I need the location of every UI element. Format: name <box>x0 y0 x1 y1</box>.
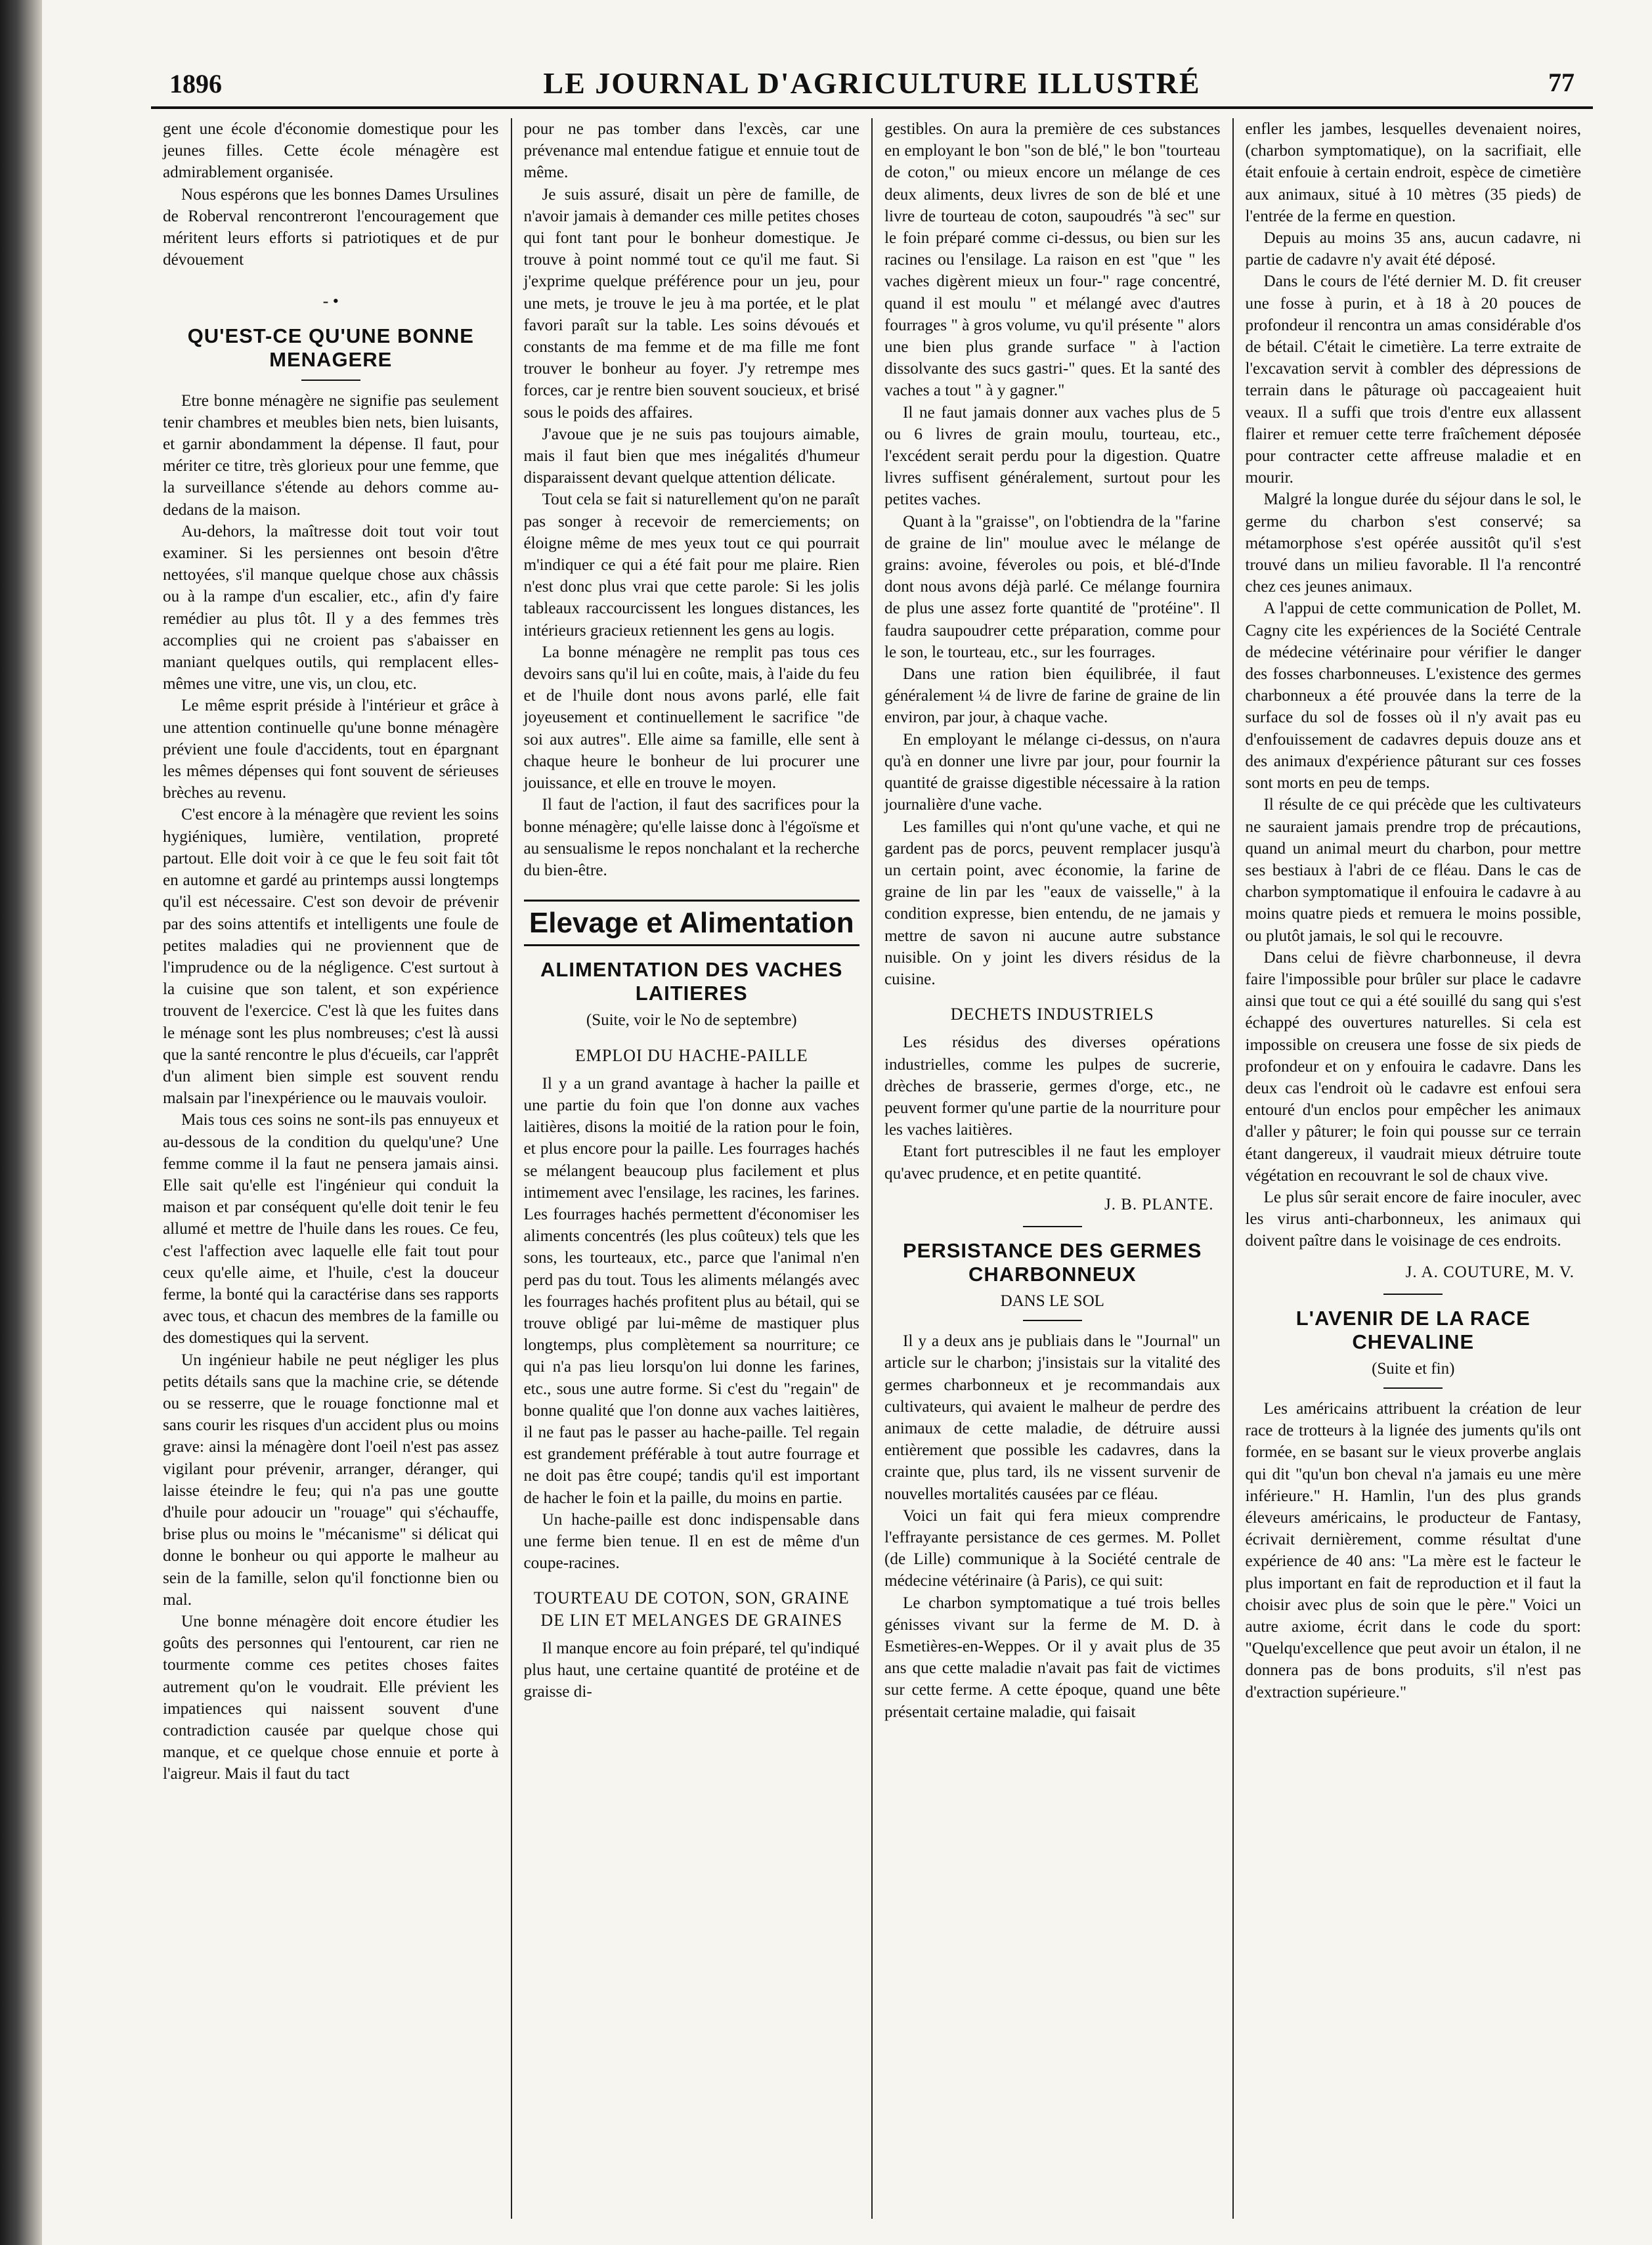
column-2 <box>512 118 873 2219</box>
divider <box>1383 1387 1443 1389</box>
article-heading: QU'EST-CE QU'UNE BONNE MENAGERE <box>187 324 474 371</box>
paragraph: Tout cela se fait si naturellement qu'on ne paraît pas songer à recevoir de remerciements; on éloigne même de mes yeux tout ce qui pourrait m'indiquer ce qui a été fait pour me plaire. Rien n'est donc plus vrai que cette parole: Si les jolis tableaux raccourcissent les longues distances, les intérieurs gracieux retiennent les gens au logis. <box>523 490 859 640</box>
subsection-heading: EMPLOI DU HACHE-PAILLE <box>575 1045 808 1065</box>
paragraph: Il manque encore au foin préparé, tel qu'indiqué plus haut, une certaine quantité de protéine et de graisse di- <box>523 1639 859 1701</box>
paragraph: Nous espérons que les bonnes Dames Ursulines de Roberval rencontreront l'encouragement que méritent leurs efforts si patriotiques et de pur dévouement <box>163 185 499 269</box>
paragraph: Il y a deux ans je publiais dans le "Journal" un article sur le charbon; j'insistais sur la vitalité des germes charbonneux et je recommandais aux cultivateurs, qui avaient le malheur de perdre des animaux de cette maladie, de détruire aussi entièrement que possible les cadavres, dans la crainte que, plus tard, ils ne vissent survenir de nouvelles mortalités causées par ce fléau. <box>884 1332 1221 1503</box>
paragraph: Voici un fait qui fera mieux comprendre l'effrayante persistance de ces germes. M. Pollet (de Lille) communique à la Société centrale de médecine vétérinaire (à Paris), ce qui suit: <box>884 1506 1221 1590</box>
paragraph: Les résidus des diverses opérations industrielles, comme les pulpes de sucrerie, drèches de brasserie, germes d'orge, etc., ne peuvent former qu'une partie de la nourriture pour les vaches laitières. <box>884 1034 1221 1139</box>
author-signature: J. A. COUTURE, M. V. <box>1405 1263 1575 1281</box>
paragraph: Un ingénieur habile ne peut négliger les plus petits détails sans que la machine crie, se détende ou se resserre, que le rouage fonctionne mal et sans courir les risques d'un accident plus ou moins grave: ainsi la ménagère dont l'oeil n'est pas assez vigilant pour prévenir, arranger, déranger, qui laisse éteindre le feu; qui n'a pas une goutte d'huile pour adoucir un "rouage" qui s'échauffe, brise plus ou moins le "mécanisme" si délicat qui donne le bonheur ou qui apporte le malheur au sein de la famille, selon qu'il fonctionne bien ou mal. <box>163 1351 499 1609</box>
paragraph: La bonne ménagère ne remplit pas tous ces devoirs sans qu'il lui en coûte, mais, à l'aide du feu et de l'huile dont nous avons parlé, elle fait joyeusement et continuellement le sacrifice "de soi aux autres". Elle aime sa famille, elle sent à chaque heure le bonheur de lui procurer une jouissance, et elle en trouve le moyen. <box>523 643 859 793</box>
paragraph: Etre bonne ménagère ne signifie pas seulement tenir chambres et meubles bien nets, bien luisants, et garnir abondamment la dépense. Il faut, pour mériter ce titre, très glorieux pour une femme, que la surveillance s'étende au dehors comme au-dedans de la maison. <box>163 391 499 519</box>
article-heading: PERSISTANCE DES GERMES CHARBONNEUX <box>902 1238 1202 1286</box>
paragraph: En employant le mélange ci-dessus, on n'aura qu'à en donner une livre par jour, pour fournir la quantité de graisse digestible nécessaire à la ration journalière d'une vache. <box>884 730 1221 814</box>
paragraph: Dans le cours de l'été dernier M. D. fit creuser une fosse à purin, et à 18 à 20 pouces de profondeur il rencontra un amas considérable d'os de bétail. C'était le cimetière. La terre extraite de l'excavation servit à combler des dépressions de terrain dans le pâturage où paccageaient huit veaux. Il a suffi que trois d'entre eux allassent flairer et remuer cette terre fraîchement déposée pour contracter cette affreuse maladie et en mourir. <box>1245 272 1581 487</box>
paragraph: Au-dehors, la maîtresse doit tout voir tout examiner. Si les persiennes ont besoin d'être nettoyées, s'il manque quelque chose aux châssis ou à la rampe d'un escalier, etc., afin d'y faire remédier au plus tôt. Il y a des femmes très accomplies qui ne croient pas s'abaisser en maniant quelques outils, qui remplacent elles-mêmes une vitre, une vis, un clou, etc. <box>163 522 499 693</box>
paragraph: Le plus sûr serait encore de faire inoculer, avec les virus anti-charbonneux, les animaux qui doivent paître dans le voisinage de ces endroits. <box>1245 1188 1581 1250</box>
paragraph: Dans celui de fièvre charbonneuse, il devra faire l'impossible pour brûler sur place le cadavre ainsi que tout ce qui a été souillé du sang qui s'est échappé des ouvertures naturelles. Si cela est impossible on creusera une fosse de six pieds de profondeur et on y enfouira le cadavre. Dans les deux cas l'endroit où le cadavre est enfoui sera entouré d'un enclos pour empêcher les animaux d'aller y pâturer; le foin qui pousse sur ce terrain étant dangereux, il vaudrait mieux détruire toute végétation en recouvrant le sol de chaux vive. <box>1245 948 1581 1185</box>
paragraph: pour ne pas tomber dans l'excès, car une prévenance mal entendue fatigue et ennuie tout de même. <box>523 120 859 182</box>
paragraph: Quant à la "graisse", on l'obtiendra de la "farine de graine de lin" moulue avec le mélange de grains: avoine, féveroles ou pois, et blé-d'Inde dont nous avons déjà parlé. Ce mélange fournira de plus une assez forte quantité de "protéine". Il faudra saupoudrer cette préparation, comme pour le son, le tourteau, etc., sur les fourrages. <box>884 512 1221 661</box>
paragraph: Mais tous ces soins ne sont-ils pas ennuyeux et au-dessous de la condition du quelqu'une? Une femme comme il la faut ne pensera jamais ainsi. Elle sait qu'elle est l'ingénieur qui conduit la maison et par conséquent qu'elle doit tenir le feu allumé et mettre de l'huile dans les roues. Ce feu, c'est l'affection avec laquelle elle fait tout pour ceux qu'elle aime, et l'huile, c'est la douceur ferme, la bonté qui la caractérise dans ses rapports avec tous, et chacun des membres de la famille ou des domestiques qui la servent. <box>163 1111 499 1347</box>
paragraph: Les américains attribuent la création de leur race de trotteurs à la lignée des juments qu'ils ont formée, en se basant sur le vieux proverbe anglais qui dit "qu'un bon cheval n'a jamais eu une mère inférieure." H. Hamlin, l'un des plus grands éleveurs américains, le producteur de Fantasy, écrivait dernièrement, comme résultat d'une expérience de 40 ans: "La mère est le facteur le plus important en fait de reproduction et il faut la choisir avec plus de soin que le père." Voici un autre axiome, écrit dans le code du sport: "Quelqu'excellence que peut avoir un étalon, il ne donnera pas de bons produits, s'il n'est pas d'extraction supérieure." <box>1245 1399 1581 1701</box>
paragraph: Il y a un grand avantage à hacher la paille et une partie du foin que l'on donne aux vaches laitières, disons la moitié de la ration pour le foin, et plus encore pour la paille. Les fourrages hachés se mélangent beaucoup plus facilement et plus intimement avec l'ensilage, les racines, les farines. Les fourrages hachés permettent d'économiser les aliments concentrés (les plus coûteux) tels que les sons, les tourteaux, etc., parce que l'animal n'en perd pas du tout. Tous les aliments mélangés avec les fourrages hachés profitent plus au bétail, qui se trouve obligé par lui-même de mastiquer plus longtemps, plus complètement sa nourriture; ce qui n'a pas lieu lorsqu'on lui donne les farines, etc., sous une autre forme. Si c'est du "regain" de bonne qualité que l'on donne aux vaches laitières, il ne faut pas le passer au hache-paille. Tel regain est grandement préférable à tout autre fourrage et ne doit pas être coupé; tandis qu'il est important de hacher le foin et la paille, du moins en partie. <box>523 1074 859 1507</box>
article-subtitle: (Suite et fin) <box>1372 1359 1455 1378</box>
paragraph: A l'appui de cette communication de Pollet, M. Cagny cite les expériences de la Société Centrale de médecine vétérinaire pour vérifier le danger des fosses charbonneuses. L'existence des germes charbonneux a été prouvée dans la terre de la surface du sol de fosses où il n'y avait pas eu d'enfouissement de cadavres depuis douze ans et des animaux d'expérience pâturant sur ces fosses sont morts en peu de temps. <box>1245 599 1581 793</box>
divider <box>1383 1294 1443 1295</box>
column-1 <box>151 118 512 2219</box>
subsection-heading: TOURTEAU DE COTON, SON, GRAINE DE LIN ET MELANGES DE GRAINES <box>533 1588 850 1630</box>
header-year: 1896 <box>169 69 222 98</box>
ornament: - • <box>322 292 339 311</box>
paragraph: J'avoue que je ne suis pas toujours aimable, mais il faut bien que mes inégalités d'humeur disparaissent devant quelque attention délicate. <box>523 425 859 487</box>
paragraph: Une bonne ménagère doit encore étudier les goûts des personnes qui l'entourent, car rien ne tourmente comme ces petites choses faites autrement qu'on le voudrait. Elle prévient les impatiences qui naissent souvent d'une contradiction causée par quelque chose qui manque, et ce quelque chose ennuie et porte à l'aigreur. Mais il faut du tact <box>163 1613 499 1783</box>
paragraph: Il faut de l'action, il faut des sacrifices pour la bonne ménagère; qu'elle laisse donc à l'égoïsme et au sensualisme le repos nonchalant et la recherche du bien-être. <box>523 796 859 879</box>
article-heading: L'AVENIR DE LA RACE CHEVALINE <box>1295 1306 1531 1353</box>
paragraph: Etant fort putrescibles il ne faut les employer qu'avec prudence, et en petite quantité. <box>884 1143 1221 1183</box>
column-4 <box>1234 118 1594 2219</box>
paragraph: Je suis assuré, disait un père de famille, de n'avoir jamais à demander ces mille petites choses qui font tant pour le bonheur domestique. Je trouve à point nommé tout ce qu'il me faut. Si j'exprime quelque préférence pour un jeu, pour une mets, je trouve le jeu à ma portée, et le plat favori paraît sur la table. Les soins dévoués et constants de ma femme et de ma fille me font trouver le bonheur au foyer. J'y retrempe mes forces, car je rentre bien souvent soucieux, et brisé sous le poids des affaires. <box>523 185 859 422</box>
article-subtitle: (Suite, voir le No de septembre) <box>586 1011 797 1030</box>
paragraph: Le même esprit préside à l'intérieur et grâce à une attention continuelle qu'une bonne ménagère prévient une foule d'accidents, tout en épargnant les mêmes dépenses qui font souvent de sérieuses brèches au revenu. <box>163 697 499 802</box>
paragraph: C'est encore à la ménagère que revient les soins hygiéniques, lumière, ventilation, propreté partout. Elle doit voir à ce que le feu soit fait tôt en automne et gardé au printemps aussi longtemps qu'il est nécessaire. C'est son devoir de prévenir par des soins attentifs et intelligents une foule de petites maladies qui ne proviennent que de l'imprudence ou de la négligence. C'est surtout à la cuisine que son talent, et son expérience trouvent de l'exercice. C'est là que les fuites dans le ménage sont les plus nombreuses; c'est là aussi que la santé rencontre le plus d'écueils, car l'apprêt d'un aliment bien simple est souvent rendu malsain par l'inexpérience ou le mauvais vouloir. <box>163 806 499 1108</box>
column-3 <box>873 118 1234 2219</box>
paragraph: Depuis au moins 35 ans, aucun cadavre, ni partie de cadavre n'y avait été déposé. <box>1245 229 1581 269</box>
paragraph: enfler les jambes, lesquelles devenaient noires, (charbon symptomatique), on la sacrifiait, elle était enfouie à certain endroit, espèce de cimetière aux animaux, situé à 10 mètres (35 pieds) de l'entrée de la ferme en question. <box>1245 120 1581 225</box>
journal-title: LE JOURNAL D'AGRICULTURE ILLUSTRÉ <box>543 66 1201 100</box>
page-binding-edge <box>0 0 42 2245</box>
paragraph: Les familles qui n'ont qu'une vache, et qui ne gardent pas de porcs, peuvent remplacer jusqu'à un certain point, avec économie, la farine de graine de lin par les "eaux de vaisselle," à la condition expresse, bien entendu, de ne jamais y mettre de savon ni aucune autre substance nuisible. On y joint les divers résidus de la cuisine. <box>884 817 1221 988</box>
paragraph: gent une école d'économie domestique pour les jeunes filles. Cette école ménagère est admirablement organisée. <box>163 120 499 182</box>
article-heading: ALIMENTATION DES VACHES LAITIERES <box>540 958 843 1005</box>
section-title: Elevage et Alimentation <box>524 900 860 946</box>
paragraph: Il résulte de ce qui précède que les cultivateurs ne sauraient jamais prendre trop de précautions, quand un animal meurt du charbon, pour mettre ses bestiaux à l'abri de ce fléau. Dans le cas de charbon symptomatique il enfouira le cadavre à au moins quatre pieds et remuera le moins possible, ou plutôt jamais, le sol qui le recouvre. <box>1245 796 1581 945</box>
page-header <box>151 60 1593 109</box>
paragraph: gestibles. On aura la première de ces substances en employant le bon "son de blé," le bon "tourteau de coton," ou mieux encore un mélange de ces deux aliments, deux livres de son de blé et une livre de tourteau de coton, saupoudrés "à sec" sur le foin préparé comme ci-dessus, ou bien sur les racines ou l'ensilage. La raison en est "que " les vaches digèrent mieux un four-" rage concentré, quand il est moulu " et mélangé avec d'autres fourrages " à gros volume, vu qu'il présente " alors une bien plus grande surface " à l'action dissolvante des sucs gastri-" ques. Et la santé des vaches a tout " à y gagner." <box>884 120 1221 400</box>
article-columns <box>151 118 1593 2219</box>
divider <box>1023 1226 1082 1227</box>
paragraph: Malgré la longue durée du séjour dans le sol, le germe du charbon s'est conservé; sa métamorphose s'est opérée aussitôt qu'il s'est trouvé dans un milieu favorable. Il l'a rencontré chez ces jeunes animaux. <box>1245 490 1581 596</box>
paragraph: Dans une ration bien équilibrée, il faut généralement ¼ de livre de farine de graine de lin environ, par jour, à chaque vache. <box>884 665 1221 727</box>
divider <box>301 380 360 381</box>
divider <box>1023 1320 1082 1321</box>
paragraph: Il ne faut jamais donner aux vaches plus de 5 ou 6 livres de grain moulu, tourteau, etc., l'excédent serait perdu pour la digestion. Quatre livres suffisent généralement, surtout pour les petites vaches. <box>884 403 1221 509</box>
subsection-heading: DECHETS INDUSTRIELS <box>950 1005 1154 1024</box>
article-subtitle: DANS LE SOL <box>1000 1292 1104 1310</box>
page-number: 77 <box>1548 68 1575 97</box>
author-signature: J. B. PLANTE. <box>1104 1195 1214 1213</box>
paragraph: Le charbon symptomatique a tué trois belles génisses vivant sur la ferme de M. D. à Esmetières-en-Weppes. Or il y avait plus de 35 ans que cette maladie n'avait pas fait de victimes sur cette ferme. A cette époque, quand une bête présentait certaine maladie, qui faisait <box>884 1594 1221 1721</box>
paragraph: Un hache-paille est donc indispensable dans une ferme bien tenue. Il en est de même d'un coupe-racines. <box>523 1510 859 1573</box>
